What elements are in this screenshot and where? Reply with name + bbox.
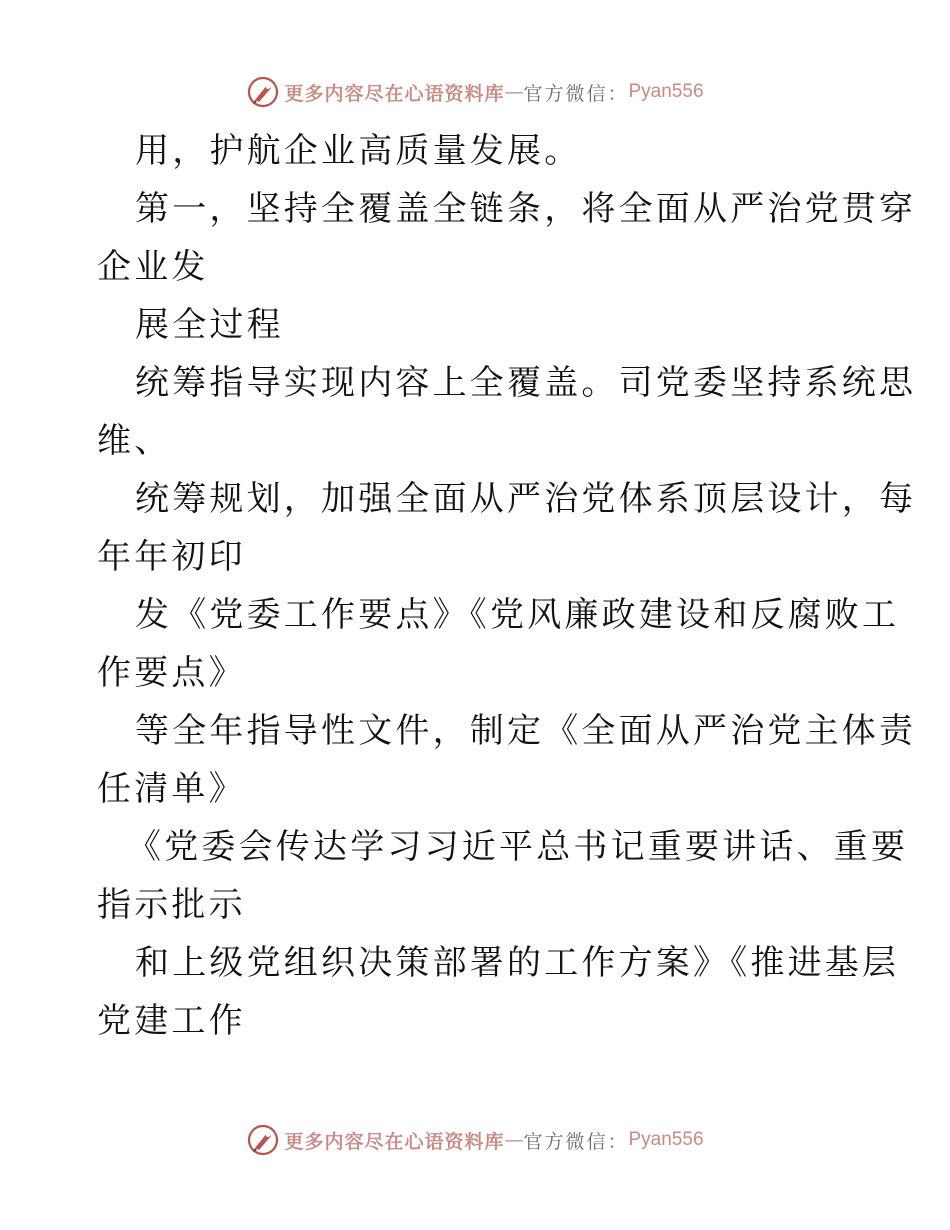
text-line: 统筹规划，加强全面从严治党体系顶层设计，每	[135, 479, 917, 519]
banner-label: 官方微信：	[523, 1130, 629, 1153]
text-line: 年年初印	[97, 537, 246, 577]
banner-wechat-id: Pyan556	[628, 81, 704, 102]
banner-main-text: 更多内容尽在心语资料库	[284, 1130, 505, 1153]
text-line: 用，护航企业高质量发展。	[135, 131, 582, 171]
document-body	[97, 122, 917, 1050]
banner-separator: —	[504, 1129, 524, 1151]
text-line: 党建工作	[97, 1001, 246, 1041]
pen-nib-logo-icon	[246, 1123, 280, 1157]
text-line: 维、	[97, 421, 172, 461]
text-line: 和上级党组织决策部署的工作方案》《推进基层	[135, 943, 900, 983]
text-line: 任清单》	[97, 769, 246, 809]
header-banner	[0, 72, 950, 112]
text-line: 《党委会传达学习习近平总书记重要讲话、重要	[127, 827, 909, 867]
pen-nib-logo-icon	[246, 75, 280, 109]
text-line: 指示批示	[97, 885, 246, 925]
banner-separator: —	[504, 81, 524, 103]
text-line: 发《党委工作要点》《党风廉政建设和反腐败工	[135, 595, 900, 635]
banner-label: 官方微信：	[523, 82, 629, 105]
banner-main-text: 更多内容尽在心语资料库	[284, 82, 505, 105]
text-line: 展全过程	[135, 305, 284, 345]
text-line: 作要点》	[97, 653, 246, 693]
text-line: 企业发	[97, 247, 209, 287]
footer-banner	[0, 1120, 950, 1160]
text-line: 等全年指导性文件，制定《全面从严治党主体责	[135, 711, 917, 751]
banner-wechat-id: Pyan556	[628, 1129, 704, 1150]
text-line: 第一，坚持全覆盖全链条，将全面从严治党贯穿	[135, 189, 917, 229]
text-line: 统筹指导实现内容上全覆盖。司党委坚持系统思	[135, 363, 917, 403]
